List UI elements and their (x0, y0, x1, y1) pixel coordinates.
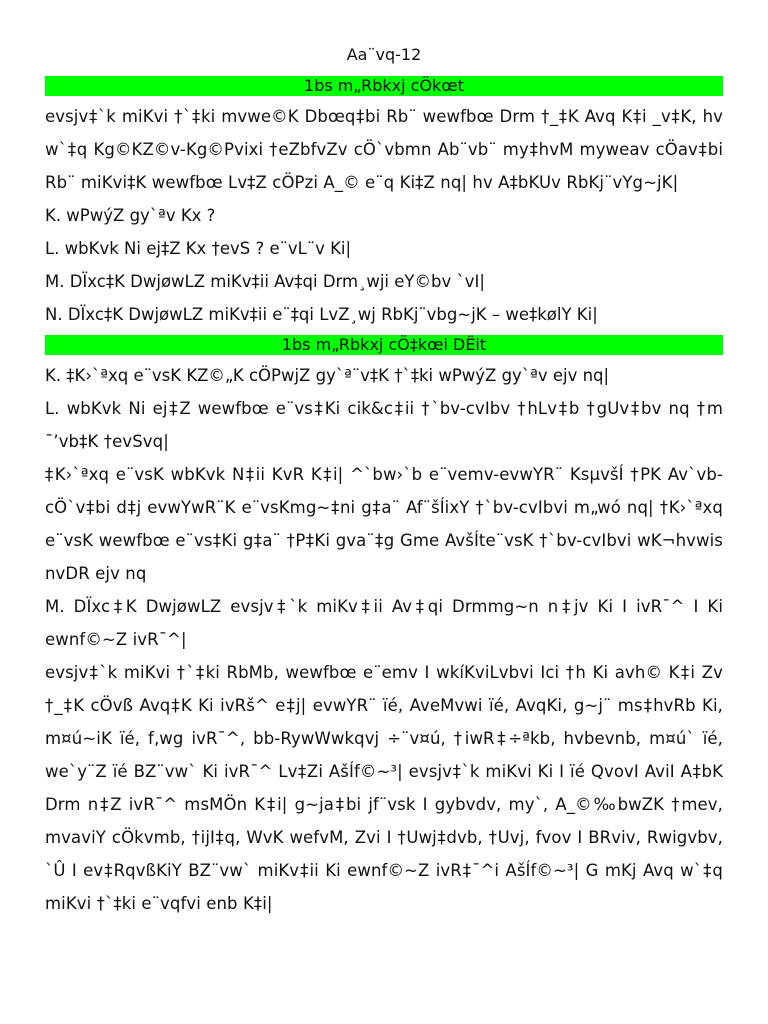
answer-k: K. ‡K›`ªxq e¨vsK KZ©„K cÖPwjZ gy`ª¨v‡K †`‡ki wPwýZ gy`ªv ejv nq| (45, 366, 610, 385)
answer-l-explanation: ‡K›`ªxq e¨vsK wbKvk N‡ii KvR K‡i| ^`bw›`b e¨vemv-evwYR¨ KsµvšÍ †PK Av`vb-cÖ`v‡bi d‡j evwYwR¨K e¨vsKmg~‡ni g‡a¨ Af¨šÍixY †`bv-cvIbvi m„wó nq| †K›`ªxq e¨vsK wewfbœ e¨vs‡Ki g‡a¨ †P‡Ki gva¨‡g Gme AvšÍte¨vsK †`bv-cvIbvi wK¬hvwis nvDR ejv nq (45, 465, 723, 583)
answer-l: L. wbKvk Ni ej‡Z wewfbœ e¨vs‡Ki cik&c‡ii †`bv-cvIbv †hLv‡b †gUv‡bv nq †m ¯’vb‡K †evSvq| (45, 399, 723, 451)
section-heading-questions: 1bs m„Rbkxj cÖkœt (45, 76, 723, 96)
question-k: K. wPwýZ gy`ªv Kx ? (45, 206, 216, 225)
question-l: L. wbKvk Ni ej‡Z Kx †evS ? e¨vL¨v Ki| (45, 239, 352, 258)
document-title: Aa¨vq-12 (346, 45, 422, 64)
answer-m-explanation: evsjv‡`k miKvi †`‡ki RbMb, wewfbœ e¨emv I wkíKviLvbvi Ici †h Ki avh© K‡i Zv †_‡K cÖvß Avq‡K Ki ivRš^ e‡j| evwYR¨ ïé, AveMvwi ïé, AvqKi, g~j¨ ms‡hvRb Ki, m¤ú~iK ïé, f‚wg ivR¯^, bb-RywWwkqvj ÷¨v¤ú, †iwR‡÷ªkb, hvbevnb, m¤ú` ïé, we`y¨Z ïé BZ¨vw` Ki ivR¯^ Lv‡Zi AšÍf©~³| evsjv‡`k miKvi Ki I ïé QvovI AviI A‡bK Drm n‡Z ivR¯^ msMÖn K‡i| g~ja‡bi jf¨vsk I gybvdv, my`, A_©‰bwZK †mev, mvaviY cÖkvmb, †ijI‡q, WvK wefvM, Zvi I †Uwj‡dvb, †Uvj, fvov I BRviv, Rwigvbv, `Û I ev‡RqvßKiY BZ¨vw` miKv‡ii Ki ewnf©~Z ivR‡¯^i AšÍf©~³| G mKj Avq w`‡q miKvi †`‡ki e¨vqfvi enb K‡i| (45, 663, 723, 913)
stimulus-paragraph: evsjv‡`k miKvi †`‡ki mvwe©K Dbœq‡bi Rb¨ wewfbœ Drm †_‡K Avq K‡i _v‡K, hv w`‡q Kg©KZ©v-Kg©Pvixi †eZbfvZv cÖ`vbmn Ab¨vb¨ my‡hvM myweav cÖav‡bi Rb¨ miKvi‡K wewfbœ Lv‡Z cÖPzi A_© e¨q Ki‡Z nq| hv A‡bKUv RbKj¨vYg~jK| (45, 107, 723, 192)
question-m: M. DÏxc‡K DwjøwLZ miKv‡ii Av‡qi Drm¸wji eY©bv `vI| (45, 272, 485, 291)
question-n: N. DÏxc‡K DwjøwLZ miKv‡ii e¨‡qi LvZ¸wj RbKj¨vbg~jK – we‡kølY Ki| (45, 305, 598, 324)
answer-m: M. DÏxc‡K DwjøwLZ evsjv‡`k miKv‡ii Av‡qi Drmmg~n n‡jv Ki I ivR¯^ I Ki ewnf©~Z ivR¯^| (45, 597, 723, 649)
document-page (45, 44, 723, 920)
section-heading-answers: 1bs m„Rbkxj cÖ‡kœi DËit (45, 335, 723, 355)
